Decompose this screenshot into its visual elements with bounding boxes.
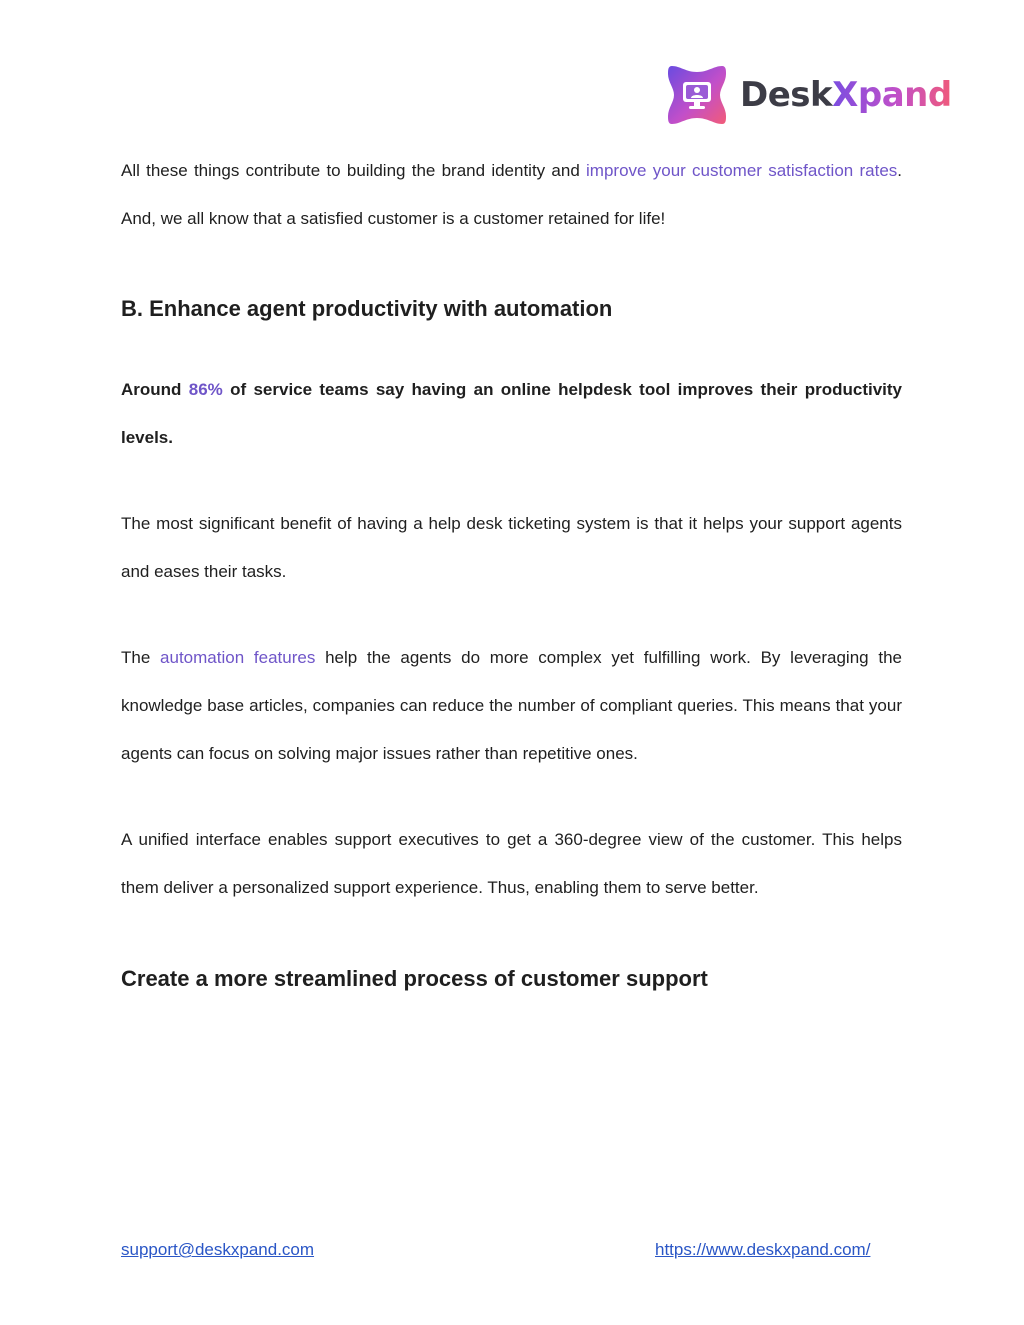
footer-website-link[interactable]: https://www.deskxpand.com/ [655,1240,871,1259]
paragraph-brand-identity [121,147,902,243]
link-improve-satisfaction[interactable]: improve your customer satisfaction rates [586,161,898,180]
paragraph-automation-features [121,634,902,778]
p1-text-a: All these things contribute to building the brand identity and [121,161,587,180]
p1-text-b: . And, we all know that a satisfied customer is a customer retained for life! [121,161,903,228]
link-automation-features[interactable]: automation features [160,648,316,667]
logo-text-xpand: Xpand [832,75,952,115]
deskxpand-logo [664,60,952,130]
stat-86-percent[interactable]: 86% [188,380,223,399]
logo-text-desk: Desk [740,75,833,115]
paragraph-significant-benefit: The most significant benefit of having a help desk ticketing system is that it helps your support agents and eases their tasks. [121,514,902,581]
p4-text-b: help the agents do more complex yet fulfilling work. By leveraging the knowledge base articles, companies can reduce the number of compliant queries. This means that your agents can focus on solving major issues rather than repetitive ones. [121,648,902,763]
heading-streamlined-process: Create a more streamlined process of customer support [121,966,708,991]
paragraph-86-percent [121,366,902,462]
p4-text-a: The [121,648,161,667]
logo-wordmark [740,75,952,115]
p2-text-a: Around [121,380,189,399]
monitor-person-icon [664,62,730,128]
p2-text-b: of service teams say having an online helpdesk tool improves their productivity levels. [121,380,902,447]
heading-enhance-agent-productivity: B. Enhance agent productivity with automation [121,296,613,321]
paragraph-unified-interface: A unified interface enables support executives to get a 360-degree view of the customer. This helps them deliver a personalized support experience. Thus, enabling them to serve better. [121,830,902,897]
footer-email-link[interactable]: support@deskxpand.com [121,1240,315,1259]
